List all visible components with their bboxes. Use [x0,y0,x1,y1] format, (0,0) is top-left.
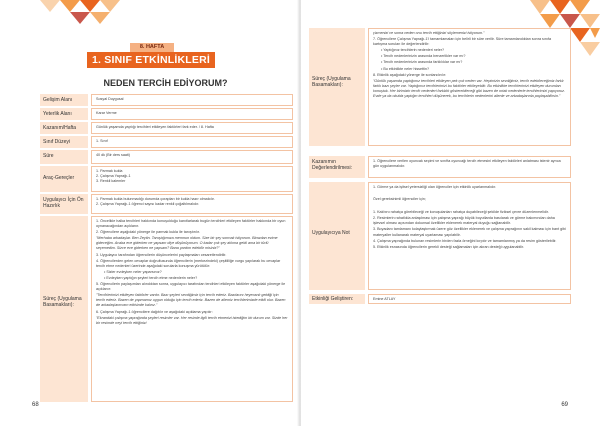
row-value: 1. Parmak kukla 2. Çalışma Yaprağı-1 3. Renkli kalemler [91,166,293,192]
row-label: Etkinliği Geliştiren: [309,294,365,304]
row-value: çizmenizi ve sonra neden onu tercih ettiğinizi söylemenizi istiyorum." 7. Öğrencilere Çalışma Yaprağı-1'i tamamlamaları için belirli bir süre verilir. Süre tamamlandıktan sonra sınıfa kartışma soruları ile değerlendirilir: • Yaptığınız tercihlerin nedenleri neler? • Tercih nedenlerinizin arasında benzerlikler var mı? • Tercih nedenlerinizin arasında farklılıklar var mı? • Bu etkinlikte neler hissettin? 8. Etkinlik aşağıdaki yönerge ile sonlandırılır: "Günlük yaşamda yaptığımız tercihleri etkileyen pek çok neden var. Hepimizin sevdiğimiz, tercih edebileceğimiz farklı farklı bazı şeyler var. Yaptığımız tercihlerimizi bu faktörler etkileyebilir. Bu etkinlikte tercihlerimizi etkileyen durumları konuştuk. Her birimizin tercih nedenleri farklılık gösterebileceği gibi bazen de ortak nedenlerle tercihlerimizi yapıyoruz. Evde ya da okulda yaptığın tercihleri düşünerek, bu tercihlerin nedenlerini ailenle ve arkadaşlarınla paylaşabilirsin." [368,28,571,146]
right-page [301,0,600,426]
row-label: Kazanım/Hafta [40,122,88,134]
form-row [40,194,293,214]
row-value: Günlük yaşamda yaptığı tercihleri etkileyen faktörleri fark eder. / 8. Hafta [91,122,293,134]
row-value: 1. Parmak kukla bulunmadığı durumda çorapları bir kukla hazır olmalıdır. 2. Çalışma Yaprağı-1 öğrenci sayısı kadar renkli çoğaltılmalıdır. [91,194,293,214]
row-label: Sınıf Düzeyi [40,136,88,148]
row-label: Kazanımın Değerlendirilmesi: [309,156,365,178]
row-value: 1. Görme ya da işitsel yetersizliği olan öğrenciler için etkinlik uyarlanmalıdır. Özel gereksinimli öğrenciler için; 1. Kalıbını rahatça görebileceği ve konuşulanları rahatça duyabileceği şekilde fiziksel çevre düzenlenmelidir. 2. Resimlerin rahatlıkla anlaşılması için çalışma yaprağı büyük boyutlarda basılarak ve görme bakımından daha işlevsel olması açısından dokunsal özellikler eklenerek materyal duyuğu sağlanabilir. 3. Boyadanı tamlamanı kolaylaştırmak üzere göz özellikler eklenerek ve çalışma yaprağının sakil kalması için bant gibi materyaller kullanarak materyal uyarlaması yapılabilir. 4. Çalışma yaprağında bulunan resimlerin birden fazla örneğini kırpılır ve tamamlanmış ya da resim gösterilebilir. 5. Etkinlik esnasında öğrencilerin gerekli desteği sağlamaları için akran desteği uygulanabilir. [368,182,571,290]
left-page [0,0,299,426]
row-label: Uygulayıcı İçin Ön Hazırlık [40,194,88,214]
row-value: Karar Verme [91,108,293,120]
row-value: 40 dk (Bir ders saati) [91,150,293,164]
row-label: Araç-Gereçler [40,166,88,192]
row-label: Süreç (Uygulama Basamakları): [309,28,365,146]
form-row [309,182,571,290]
row-label: Uygulayıcıya Not [309,182,365,290]
row-label: Süreç (Uygulama Basamakları): [40,216,88,402]
form-row [40,122,293,134]
page-number: 69 [561,402,568,408]
form-row [40,108,293,120]
row-value: 1. Sınıf [91,136,293,148]
triangle-pattern-icon [0,0,150,40]
form-row [40,136,293,148]
page-number: 68 [32,402,39,408]
row-label: Yeterlik Alanı [40,108,88,120]
page-title: 1. SINIF ETKİNLİKLERİ [87,52,215,68]
form-row [40,94,293,106]
row-value: 1. Öncelikle halka tercihleri hakkında konuşulduğu kanıtlarlarak bugün tercihleri etkileyen faktörler hakkında bir oyun oynanacağından açıklanır. 2. Öğrencilere aşağıdaki yönerge ile parmak kukla ile tanıştırılır. "Merhaba arkadaşlar. Ben Zeytin. Tanıştığımıza memnun oldum. Size bir şey sormak istiyorum. Birazdan evime gideceğim. Acaba eve giderken ne yapsam diye düşünüyorum. O kadar çok şey aklıma geldi ama bir türlü seçemedim. Sizce eve giderken ne yapsam? Bana yardım edebilir misiniz?" 3. Uygulayıcı tarafından öğrencilerin düşüncelerini paylaşmaları cesaretlendirilir. 4. Öğrencilerden gelen cevaplar doğrultusunda öğrencilerin (merkezindeki) çeşitliliğe vurgu yapılarak bu cevaplar tercih etme nedenleri üzerinde aşağıdaki sorularla konuşma yürütülür: • Sizler evdeyken neler yaparsınız? • Evdeyken yaptığın şeyleri tercih etme nedenlerin neler? 5. Öğrencilerin paylaşımları alındıktan sonra, uygulayıcı tarafından tercihleri etkileyen faktörler aşağıdaki yönerge ile açıklanır: "Tercihlerimizi etkileyen faktörler vardır. Bazı şeyleri sevdiğimiz için tercih ederiz. Bazılarını heyecanlı geldiği için tercih ederiz. Bazen de yapmamız uygun olduğu için tercih ederiz. Bazen de ailemiz tercihlerimizde etkili olur. Bazen de arkadaşlarımızın etkisinde kalırız." 6. Çalışma Yaprağı-1 öğrencilere dağıtılır ve aşağıdaki açıklama yapılır: "Ekrandaki çalışma yaprağında şeyleri resimler var. Her resimle ilgili tercih etmenizi istediğim bir durum var. Sizde her bir resimde neyi tercih ettiğinizi [91,216,293,402]
form-row [40,216,293,402]
row-value: Sosyal Duygusal [91,94,293,106]
form-row [40,166,293,192]
form-row [309,28,571,146]
week-badge: 8. HAFTA [130,43,174,52]
row-label: Gelişim Alanı [40,94,88,106]
activity-subtitle: NEDEN TERCİH EDİYORUM? [103,78,228,88]
row-value: Emine ATLAY [368,294,571,304]
form-row [309,294,571,304]
form-row [40,150,293,164]
row-value: 1. Öğrencilere verilen oyuncak seçimi ve sınıfta oyuncağı tercih etmesini etkileyen faktörleri anlatması istenir ayrıca gün uygulanmalıdır. [368,156,571,178]
row-label: Süre [40,150,88,164]
form-row [309,156,571,178]
